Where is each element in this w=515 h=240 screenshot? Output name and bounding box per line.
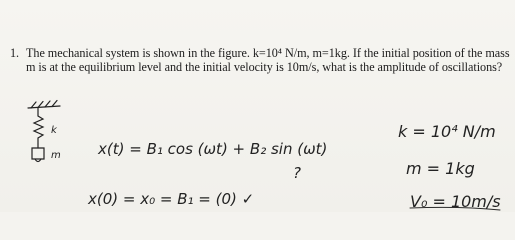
problem-text-line-2: m is at the equilibrium level and the initial velocity is 10m/s, what is the amplitude of oscillations?: [26, 60, 503, 74]
handwritten-question-mark: ?: [293, 164, 301, 182]
problem-number: 1.: [10, 46, 20, 60]
mass-block: [32, 148, 44, 159]
handwritten-equation: x(t) = B₁ cos (ωt) + B₂ sin (ωt): [98, 140, 328, 158]
problem-line-1: [10, 46, 510, 60]
problem-text-line-1: The mechanical system is shown in the figure. k=10⁴ N/m, m=1kg. If the initial position of the mass: [26, 46, 510, 60]
spring-mass-figure: [22, 96, 82, 186]
spring-coil: [34, 108, 43, 144]
handwritten-given-m: m = 1kg: [406, 159, 475, 178]
handwritten-given-v0: V₀ = 10m/s: [410, 192, 501, 211]
mass-label: m: [51, 150, 61, 161]
problem-statement: [10, 46, 510, 74]
spring-label: k: [51, 125, 57, 136]
handwritten-initial-condition: x(0) = x₀ = B₁ = (0) ✓: [88, 190, 255, 208]
handwritten-given-k: k = 10⁴ N/m: [398, 122, 496, 141]
